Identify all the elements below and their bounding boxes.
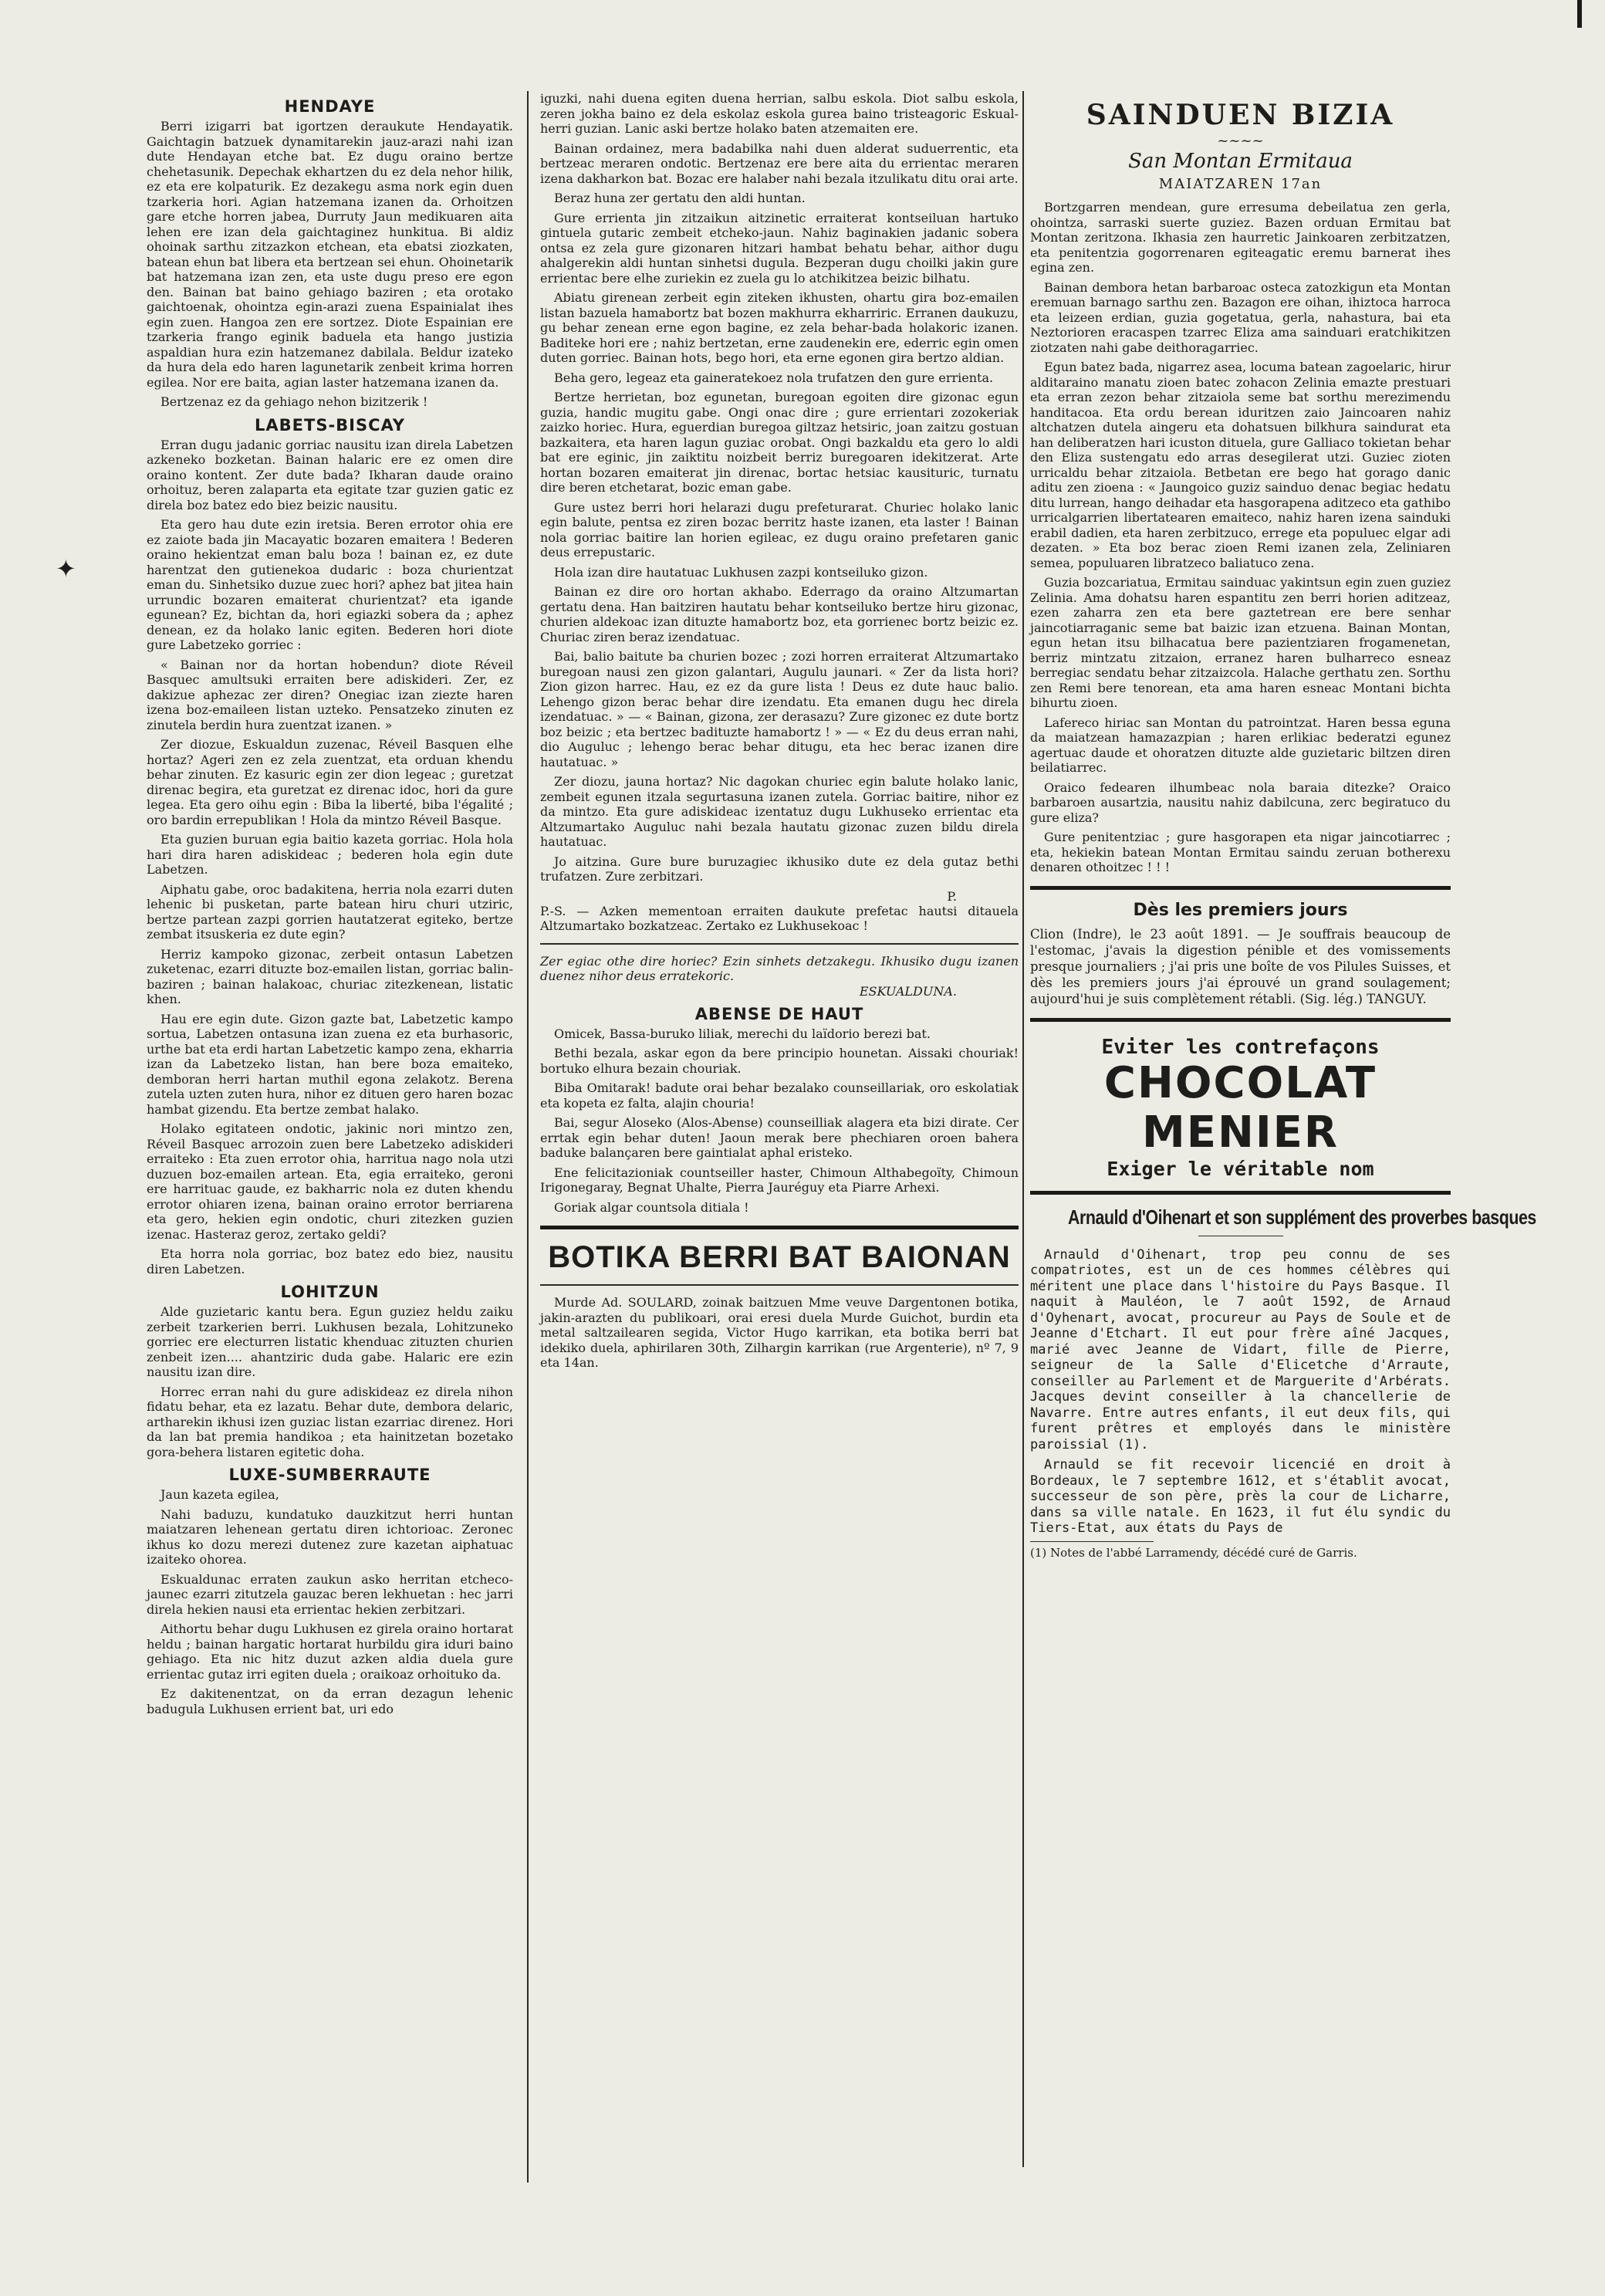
- abense-paragraph: Bai, segur Aloseko (Alos-Abense) counseilliak alagera eta bizi dirate. Cer errtak egin behar duten! Jaoun merak bere phechiaren oroen bahera baduke balançaren bere gaintialat aphal eristeko.: [540, 1115, 1019, 1160]
- divider-thick: [1030, 1191, 1451, 1195]
- col2-paragraph: Bertze herrietan, boz egunetan, buregoan egoiten dire gizonac egun guzia, handic mugitu gabe. Ongi onac dire ; gure errientari zozokeriak zaizko horiec. Hura, eguerdian buregoa giltzaz hetsiric, joan zaitzu gostuan bazkaitera, eta haren lagun guziac orobat. Ongi bazkaldu eta gero lo aldi bat ere eginic, jin zaiktitu noizbeit berriz buregoaren idekitzerat. Arte hortan bozaren emaiterat jin direnac, bortac hetsiac kausituric, turnatu dire beren etchetarat, bozic eman gabe.: [540, 390, 1019, 495]
- sainduen-bizia-title: SAINDUEN BIZIA: [1086, 99, 1395, 131]
- labets-paragraph: Eta horra nola gorriac, boz batez edo biez, nausitu diren Labetzen.: [147, 1246, 513, 1276]
- saint-subtitle: San Montan Ermitaua: [1128, 150, 1353, 173]
- labets-paragraph: Hau ere egin dute. Gizon gazte bat, Labetzetic kampo sortua, Labetzen ontasuna izan zuena ez eta burhasoric, urthe bat eta erdi hartan Labetzetic kampo zena, ekharria izan da Labetzeko listan, han bere boza emaiteko, demboran herri hartan muthil egona zelakotz. Berena zutela uzten zuten hura, nihor ez dituen gero haren bozac hambat gizendu. Eta bertze zembat halako.: [147, 1011, 513, 1117]
- abense-paragraph: Goriak algar countsola ditiala !: [554, 1199, 749, 1215]
- divider-thick: [1030, 886, 1451, 890]
- postscript: P.-S. — Azken mementoan erraiten daukute prefetac hautsi ditauela Altzumartako bozkatzeac. Zertako ez Lukhusekoac !: [540, 903, 1019, 933]
- lohitzun-paragraph: Horrec erran nahi du gure adiskideaz ez direla nihon fidatu behar, eta ez lazatu. Behar dute, dembora delaric, artharekin ikhusi izen guziac listan ezarriac direnez. Hori da lan bat premia handikoa ; eta hainitzetan bozetako gora-behera listaren egitetic doha.: [147, 1384, 513, 1459]
- letter-signature: P.: [947, 888, 957, 904]
- section-title-abense: ABENSE DE HAUT: [694, 1004, 864, 1023]
- chocolat-ad-maker: MENIER: [1141, 1107, 1340, 1158]
- hendaye-closing: Bertzenaz ez da gehiago nehon bizitzerik !: [160, 394, 428, 409]
- divider-thick: [540, 1226, 1019, 1229]
- botika-ad-title: BOTIKA BERRI BAT BAIONAN: [548, 1240, 1011, 1274]
- corner-mark: [1577, 0, 1582, 28]
- col2-paragraph: Bainan ordainez, mera badabilka nahi duen alderat suduerrentic, eta bertzeac meraren ondotic. Bertzenaz ere bere aita du errientac meraren izena dakharkon bat. Bozac ere halaber nahi bezala itzulikatu ditu orai arte.: [540, 140, 1019, 186]
- saint-paragraph: Egun batez bada, nigarrez asea, locuma batean zagoelaric, hirur alditaraino manatu zioen batec zohacon Zelinia emazte prestuari eta erran zezon behar zitzaiola seme bat sorthu merezimendu handitacoa. Eta ordu berean iduritzen zaio Jaincoaren nahiz altchatzen dutela aingeru eta dohatsuen bilkhura saindurat eta han deliberatzen hari icuston dituela, gure Galliaco tokietan behar den Eliza sustengatu edo arras desegilerat utzi. Guziec zioten urricaldu behar zitzaiola. Betbetan ere bego hat gorago danic aditu zen zioena : « Jaungoico guziz sainduo denac begiac hedatu ditu lurrean, hango deihadar eta hasgorapena aditzeco eta gathibo urricalgarrien libertatearen emaiteco, nahiz haren izena sainduki erabil dadien, eta haren zerbitzuco, errege eta populuec elgar adi dezaten. » Eta boz berac zioen Remi izanen zela, Zeliniaren semea, populuaren libratzeco baliatuco zena.: [1030, 360, 1451, 570]
- col2-paragraph: Beha gero, legeaz eta gaineratekoez nola trufatzen den gure errienta.: [554, 370, 994, 385]
- section-title-labets: LABETS-BISCAY: [255, 415, 405, 435]
- saint-paragraph: Guzia bozcariatua, Ermitau sainduac yakintsun egin zuen guziez Zelinia. Ama dohatsu haren espantitu zen berri horien aditzeaz, ezen zaharra zen eta bere gaztetrean ere bere senhar jaincotiarraganic seme bat baizic izan etzuena. Bainan Montan, egun hetan itsu bilhacatua bere pazientziaren frogamenetan, berriz mintzatu zitzaion, erranez haren bulharreco esneaz berregiac sendatu behar zitzaizcola. Halache gerthatu zen. Sorthu zen Remi bere tenorean, eta ama haren esneac Montani bichta bihurtu zioen.: [1030, 575, 1451, 710]
- editor-note: Zer egiac othe dire horiec? Ezin sinhets detzakegu. Ikhusiko dugu izanen duenez nihor deus erratekoric.: [540, 953, 1019, 983]
- col2-paragraph: Zer diozu, jauna hortaz? Nic dagokan churiec egin balute holako lanic, zembeit egunen itzala segurtasuna izanen zutela. Gorriac baitire, nihor ez da mintzo. Eta gure adiskideac izentatuz dugu Lukhuseko errientac eta Altzumartako Auguluc nahi bezala hautatu gizonac zuzen bildu direla hautatuac.: [540, 774, 1019, 849]
- labets-paragraph: Herriz kampoko gizonac, zerbeit ontasun Labetzen zuketenac, ezarri dituzte boz-emailen listan, gorriac balin-baziren ; bainan halakoac, churiac zitezkenean, listatic khen.: [147, 946, 513, 1006]
- divider: [540, 943, 1019, 945]
- luxe-paragraph: Eskualdunac erraten zaukun asko herritan etcheco-jaunec ezarri zitutzela gauzac beren lekhuetan : hec jarri direla hekien nausi eta errientac hekien zerbitzari.: [147, 1571, 513, 1617]
- col2-paragraph: Bai, balio baitute ba churien bozec ; zozi horren erraiterat Altzumartako buregoan nausi zen gizon galantari, Augulu jaunari. « Zer da lista hori? Zion gizon harrec. Hau, ez ez da gure lista ! Deus ez dute hauc balio. Lehengo gizon berac behar dire izendatu. Eta emanen dugu hec direla izendatuac. » — « Bainan, gizona, zer derasazu? Zure gizonec ez dute bortz boz beizic ; eta bertzec badituzte hamabortz ! » — « Ez du deus erran nahi, dio Auguluc ; lehengo berac behar ditugu, eta hec berac izanen dire hautatuac. »: [540, 649, 1019, 769]
- arnauld-article-title: Arnauld d'Oihenart et son supplément des proverbes basques: [1068, 1205, 1536, 1229]
- pilules-ad-text: Clion (Indre), le 23 août 1891. — Je souffrais beaucoup de l'estomac, j'avais la digestion pénible et des vomissements presque journaliers ; j'ai pris une boîte de vos Pilules Suisses, et dès les premiers jours j'ai éprouvé un grand soulagement; aujourd'hui je suis complètement rétabli. (Sig. lég.) TANGUY.: [1030, 926, 1451, 1006]
- binding-hole-mark: ✦: [56, 554, 76, 583]
- col2-paragraph: Hola izan dire hautatuac Lukhusen zazpi kontseiluko gizon.: [554, 564, 928, 580]
- col2-paragraph: Beraz huna zer gertatu den aldi huntan.: [554, 191, 806, 205]
- footnote: (1) Notes de l'abbé Larramendy, décédé curé de Garris.: [1030, 1545, 1357, 1560]
- luxe-paragraph: Nahi baduzu, kundatuko dauzkitzut herri huntan maiatzaren lehenean gertatu diren ichtorioac. Zeronec ikhus ko dozu merezi dutenez zure kazetan aiphatuac izaiteko ohorea.: [147, 1506, 513, 1567]
- chocolat-ad-line4: Exiger le véritable nom: [1107, 1157, 1374, 1180]
- ornament-wavy: ~~~~: [1217, 133, 1264, 149]
- col2-paragraph: Gure errienta jin zitzaikun aitzinetic erraiterat kontseiluan hartuko gintuela gutaric zembeit etcheko-jaun. Nahiz baginakien jadanic sobera ontsa ez zela gure gizonaren hitzari hambat behatu behar, aithor dugu ahalgerekin aldi huntan sinhetsi dugula. Bezperan dugu choilki jakin gure errientac bere elhe zuriekin ez zuela gu lo atchikitzea beizic bilhatu.: [540, 210, 1019, 286]
- labets-paragraph: Eta guzien buruan egia baitio kazeta gorriac. Hola hola hari dira haren adiskideac ; bederen hola egin dute Labetzen.: [147, 832, 513, 877]
- section-title-hendaye: HENDAYE: [284, 97, 376, 116]
- hendaye-text: Berri izigarri bat igortzen deraukute Hendayatik. Gaichtagin batzuek dynamitarekin jauz-arazi nahi izan dute Hendayan etche bat. Ez dugu oraino bertze chehetasunik. Depechak ekhartzen du ez dela nehor hilik, ez eta ere kolpaturik. Ez dezakegu asma nork egin duen tzarkeria hori. Agian hatzemana izanen da. Orhoitzen gare etche horren jabea, Durruty Jaun medikuaren aita lehen ere izan dela gaichtaginez hunkitua. Bi aldiz ohoinak sarthu zitzazkon etchean, eta ebatsi ziozkaten, batean ehun bat libera eta bertzean sei ehun. Ohoinetarik bat hatzemana izan zen, eta uste dugu preso ere egon den. Bainan bat baino gehiago baziren ; eta orotako gaichtoenak, ohointza egin-arazi zuena Espainialat ihes egin zuen. Hangoa zen ere sortzez. Diote Espainian ere tzarkeria frango eginik baduela eta hango justizia aspaldian hura ezin hatzemanez dabilala. Beldur izateko da hura dela edo haren lagunetarik zenbeit krima horren egilea. Nor ere baita, agian laster hatzemana izanen da.: [147, 119, 513, 390]
- section-title-luxe: LUXE-SUMBERRAUTE: [228, 1466, 431, 1484]
- divider: [540, 1284, 1019, 1286]
- arnauld-paragraph: Arnauld se fit recevoir licencié en droit à Bordeaux, le 7 septembre 1612, et s'établit avocat, successeur de son père, près la cour de Licharre, dans sa ville natale. En 1623, il fut élu syndic du Tiers-Etat, aux états du Pays de: [1030, 1457, 1451, 1536]
- chocolat-ad-line1: Eviter les contrefaçons: [1101, 1035, 1380, 1059]
- column-middle: [540, 91, 1019, 2244]
- editor-signature: ESKUALDUNA.: [859, 983, 957, 999]
- labets-paragraph: Erran dugu jadanic gorriac nausitu izan direla Labetzen azkeneko bozketan. Bainan halaric ere ez omen dire oraino kontent. Zer dute bada? Ikharan daude oraino orhoituz, beren zalaparta eta egitate tzar guzien gatic ez direla boz batez edo biez beizic nausitu.: [147, 437, 513, 512]
- saint-paragraph: Oraico fedearen ilhumbeac nola baraia ditezke? Oraico barbaroen ausartzia, nausitu nahiz dabilcuna, zerc begiratuco du gure eliza?: [1030, 779, 1451, 825]
- labets-paragraph: Aiphatu gabe, oroc badakitena, herria nola ezarri duten lehenic bi pusketan, parte batean hiru churi utziric, bertze partean zazpi gorrien hautatzerat egiteko, bertze zembat itsuskeria ez dute egin?: [147, 881, 513, 942]
- col2-paragraph: Jo aitzina. Gure bure buruzagiec ikhusiko dute ez dela gutaz bethi trufatzen. Zure zerbitzari.: [540, 854, 1019, 884]
- saint-paragraph: Bortzgarren mendean, gure erresuma debeilatua zen gerla, ohointza, sarraski suerte guziez. Bazen orduan Ermitau bat Montan zeritzona. Ikhasia zen haurretic Jainkoaren zerbitzatzen, eta penitentzia gogorrenaren egiteagatic eremu barnerat ihes egina zen.: [1030, 200, 1451, 275]
- pilules-ad-title: Dès les premiers jours: [1133, 900, 1348, 920]
- column-rule-1: [527, 91, 529, 2183]
- divider-thick: [1030, 1018, 1451, 1022]
- luxe-paragraph: Ez dakitenentzat, on da erran dezagun lehenic badugula Lukhusen errient bat, uri edo: [147, 1686, 513, 1716]
- abense-paragraph: Biba Omitarak! badute orai behar bezalako counseillariak, oro eskolatiak eta kopeta ez falta, alajin chouria!: [540, 1080, 1019, 1111]
- luxe-salutation: Jaun kazeta egilea,: [160, 1487, 279, 1502]
- col2-paragraph: Abiatu girenean zerbeit egin ziteken ikhusten, ohartu gira boz-emailen listan bazuela hamabortz bat bozen makhurra ekharriric. Erranen daukuzu, gu behar zenean erne egon bagine, ez zela behar-bada holakoric izanen. Baditeke hori ere ; nahiz bertzetan, erne zaudenekin ere, ederric egin omen duten gorriec. Bainan hots, bego hori, eta erne egonen gira bertzo aldian.: [540, 290, 1019, 365]
- labets-paragraph: Holako egitateen ondotic, jakinic nori mintzo zen, Réveil Basquec arrozoin zuen bere Labetzeko adiskideri erraiteko : Eta zuen errotor ohia, harritua nago nola utzi duzuen boz-emailen artean. Eta, egia erraiteko, geroni ere harrituac gaude, ez bakharric nola ez duten khendu errotor ohiaren izena, bainan oraino errotor berriarena eta gero, hekien egin ondotic, churi zitezken guzien izenac. Hasteraz geroz, zertako geldi?: [147, 1121, 513, 1242]
- labets-paragraph: Eta gero hau dute ezin iretsia. Beren errotor ohia ere ez zaiote bada jin Macayatic bozaren emaitera ! Bederen oraino hekientzat eman balu boza ! bainan ez, ez dute harentzat den gutienekoa dudaric : boza churientzat eman du. Sinhetsiko duzue zuec hori? aphez bat jitea hain urrundic bozaren emaiterat churientzat? eta igande egunean? Ez, bichtan da, hori egiazki sobera da ; aphez denean, ez da holako lanic egiten. Bederen hori diote gure Labetzeko gorriec :: [147, 517, 513, 652]
- abense-paragraph: Ene felicitazioniak countseiller haster, Chimoun Althabegoïty, Chimoun Irigonegaray, Begnat Uhalte, Pierra Jauréguy eta Piarre Arhexi.: [540, 1165, 1019, 1195]
- chocolat-ad-brand: CHOCOLAT: [1103, 1057, 1377, 1108]
- column-right: [1030, 91, 1536, 2244]
- saint-paragraph: Gure penitentziac ; gure hasgorapen eta nigar jaincotiarrec ; eta, hekiekin batean Montan Ermitau saindu zeruan botherexu denaren othoitzec ! ! !: [1030, 830, 1451, 874]
- column-rule-2: [1022, 91, 1024, 2167]
- col2-paragraph: iguzki, nahi duena egiten duena herrian, salbu eskola. Diot salbu eskola, zeren jokha baino ez dela eskolaz eskola gurea baino tristeagoric Eskual-herri guzian. Lanic aski bertze holako baten atzemaiten ere.: [540, 91, 1019, 136]
- saint-paragraph: Lafereco hiriac san Montan du patrointzat. Haren bessa eguna da maiatzean hamazazpian ; haren erlikiac bederatzi egunez agertuac daude et ohoratzen dituzte alde guzietaric biltzen diren beilatiarrec.: [1030, 715, 1451, 775]
- abense-paragraph: Bethi bezala, askar egon da bere principio hounetan. Aissaki chouriak! bortuko elhura bezain chouriak.: [540, 1046, 1019, 1076]
- arnauld-paragraph: Arnauld d'Oihenart, trop peu connu de ses compatriotes, est un de ces hommes célèbres qui méritent une place dans l'histoire du Pays Basque. Il naquit à Mauléon, le 7 août 1592, de Arnaud d'Oyhenart, avocat, procureur au Pays de Soule et de Jeanne d'Etchart. Il eut pour frère aîné Jacques, marié avec Jeanne de Vidart, fille de Pierre, seigneur de la Salle d'Elicetche d'Arraute, conseiller au Parlement et de Marguerite d'Arbérats. Jacques devint conseiller à la chancellerie de Navarre. Entre autres enfants, il eut deux fils, qui furent prêtres et employés dans le ministère paroissial (1).: [1030, 1246, 1451, 1452]
- saint-paragraph: Bainan dembora hetan barbaroac osteca zatozkigun eta Montan eremuan barnago sarthu zen. Bazagon ere oihan, ihiztoca harroca eta leizeen erdian, guzia gogetatua, gerla, nahastura, bai eta Neztorioren eracaspen tzarrec Eliza ama sainduari eratchikitzen ziotzaten nahi gabe deithoragarriec.: [1030, 279, 1451, 355]
- col2-paragraph: Gure ustez berri hori helarazi dugu prefeturarat. Churiec holako lanic egin balute, pentsa ez ziren bozac berritz haste izanen, eta laster ! Bainan nola gorriac baitire lan horien egileac, ez dugu oraino prefetaren ganic deus errepustaric.: [540, 499, 1019, 560]
- luxe-paragraph: Aithortu behar dugu Lukhusen ez girela oraino hortarat heldu ; bainan hargatic hortarat hurbildu gira iduri baino gehiago. Eta nic hitz duzut azken aldia duela gure errientac gutaz irri egiten duela ; oraikoaz orhoituko da.: [147, 1621, 513, 1682]
- pilules-ad: [1030, 901, 1451, 1007]
- abense-paragraph: Omicek, Bassa-buruko liliak, merechi du laïdorio berezi bat.: [554, 1026, 931, 1041]
- chocolat-menier-ad: [1030, 1033, 1451, 1180]
- labets-paragraph: « Bainan nor da hortan hobendun? diote Réveil Basquec amultsuki erraiten bere adiskideri. Zer, ez dakizue aphezac zer diren? Onegiac izan ziezte haren izena boz-emaileen listan uzteko. Pensatzeko zinuten ez zinutela berdin hura zuentzat izanen. »: [147, 657, 513, 732]
- feast-date: MAIATZAREN 17an: [1158, 176, 1323, 192]
- labets-paragraph: Zer diozue, Eskualdun zuzenac, Réveil Basquen elhe hortaz? Ageri zen ez zela zuentzat, eta orduan khendu behar zinuten. Ez kasuric egin zer dion legeac ; guretzat direnac begira, eta guretzat ez direnac idoc, hori da gure legea. Eta gero oihu egin : Biba la liberté, biba l'égalité ; oro bardin errepublikan ! Hola da mintzo Réveil Basque.: [147, 737, 513, 827]
- column-left: [147, 91, 513, 2244]
- col2-paragraph: Bainan ez dire oro hortan akhabo. Ederrago da oraino Altzumartan gertatu dena. Han baitziren hautatu behar kontseiluko bertze hiru gizonac, churien aldekoac izan dituzte hamabortz boz, eta gorrienec bortz beizic ez. Churiac ziren beraz izendatuac.: [540, 584, 1019, 644]
- botika-ad-text: Murde Ad. SOULARD, zoinak baitzuen Mme veuve Dargentonen botika, jakin-arazten du publikoari, orai eresi duela Murde Guichot, burdin eta metal saltzailearen segida, Victor Hugo karrikan, eta botika berri bat idekiko duela, aphirilaren 30th, Zilhargin karrikan (rue Argenterie), nº 7, 9 eta 14an.: [540, 1295, 1019, 1370]
- section-title-lohitzun: LOHITZUN: [280, 1283, 380, 1301]
- lohitzun-paragraph: Alde guzietaric kantu bera. Egun guziez heldu zaiku zerbeit tzarkerien berri. Lukhusen bezala, Lohitzuneko gorriec ere electurren listatic khenduac zituzten churien zenbeit izen.... ahantziric duda gabe. Halaric ere ezin nausitu izan dire.: [147, 1304, 513, 1379]
